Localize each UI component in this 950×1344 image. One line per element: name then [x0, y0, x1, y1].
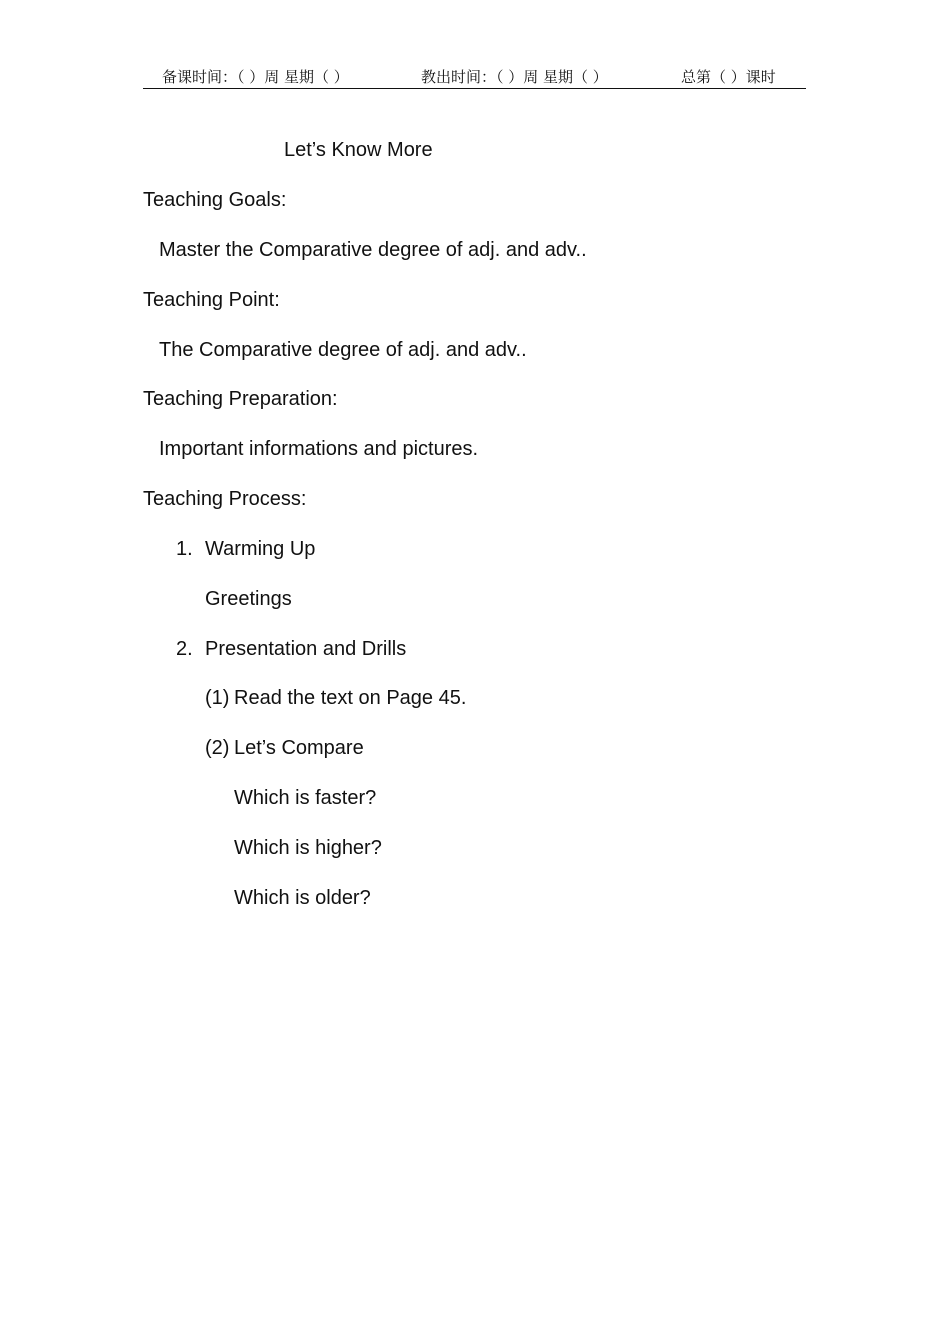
step-1-detail: Greetings — [205, 588, 292, 610]
question-item: Which is older? — [234, 887, 371, 909]
point-heading: Teaching Point: — [143, 289, 280, 311]
prep-time-field: 备课时间：（ ）周 星期（ ） — [162, 68, 349, 86]
substep-1-text: Read the text on Page 45. — [234, 687, 467, 709]
question-item: Which is faster? — [234, 787, 377, 809]
step-1-marker: 1. — [176, 538, 193, 560]
substep-2-marker: (2) — [205, 737, 230, 759]
goals-heading: Teaching Goals: — [143, 189, 287, 211]
step-1-title: Warming Up — [205, 538, 316, 560]
substep-2-text: Let’s Compare — [234, 737, 364, 759]
page-header — [143, 66, 806, 89]
step-2-marker: 2. — [176, 638, 193, 660]
goals-text: Master the Comparative degree of adj. and adv.. — [159, 239, 587, 261]
point-text: The Comparative degree of adj. and adv.. — [159, 339, 527, 361]
question-item: Which is higher? — [234, 837, 382, 859]
substep-1-marker: (1) — [205, 687, 230, 709]
step-2-title: Presentation and Drills — [205, 638, 407, 660]
preparation-heading: Teaching Preparation: — [143, 388, 338, 410]
teach-time-field: 教出时间：（ ）周 星期（ ） — [421, 68, 608, 86]
total-lesson-field: 总第（ ）课时 — [681, 68, 776, 86]
process-heading: Teaching Process: — [143, 488, 307, 510]
preparation-text: Important informations and pictures. — [159, 438, 479, 460]
lesson-title: Let’s Know More — [284, 139, 433, 161]
